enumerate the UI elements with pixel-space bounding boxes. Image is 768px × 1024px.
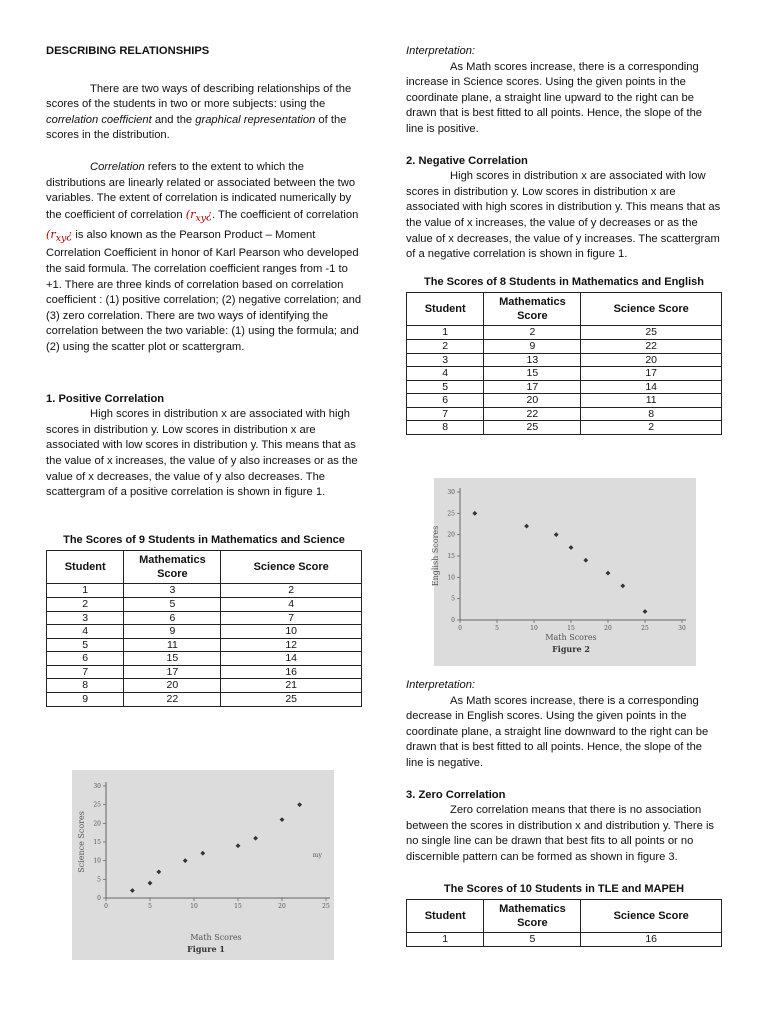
- table3-row: [407, 933, 722, 947]
- data-point: [236, 843, 241, 848]
- table1-cell: 9: [124, 625, 221, 639]
- table1-header-science: Science Score: [221, 551, 362, 584]
- table1-row: [47, 665, 362, 679]
- table2-cell: 20: [581, 353, 722, 367]
- x-tick-label: 10: [530, 625, 538, 632]
- table2-cell: 17: [581, 367, 722, 381]
- table1-cell: 14: [221, 652, 362, 666]
- table3-body: [407, 933, 722, 947]
- intro-paragraph: There are two ways of describing relationships of the scores of the students in two or more subjects: using the correlation coefficient and the graphical representation of the scores in the distribution.: [46, 82, 352, 142]
- positive-correlation-heading: 1. Positive Correlation: [46, 392, 165, 405]
- table2: [406, 292, 722, 435]
- y-tick-label: 20: [447, 531, 455, 539]
- table2-row: [407, 407, 722, 421]
- table1-cell: 4: [47, 625, 124, 639]
- x-tick-label: 20: [604, 625, 612, 632]
- data-point: [183, 858, 188, 863]
- table2-cell: 25: [581, 326, 722, 340]
- x-tick-label: 10: [190, 903, 198, 910]
- table2-cell: 7: [407, 407, 484, 421]
- table2-row: [407, 394, 722, 408]
- table1-cell: 3: [47, 611, 124, 625]
- figure-caption: Figure 2: [552, 644, 590, 654]
- figure2-scatterplot: [431, 478, 696, 666]
- x-tick-label: 20: [278, 903, 286, 910]
- table1-header-math: Mathematics Score: [124, 551, 221, 584]
- y-tick-label: 15: [93, 839, 101, 846]
- table1-cell: 6: [47, 652, 124, 666]
- table2-cell: 2: [484, 326, 581, 340]
- y-tick-label: 30: [93, 783, 101, 790]
- x-tick-label: 15: [234, 903, 242, 910]
- table2-cell: 22: [484, 407, 581, 421]
- table2-cell: 15: [484, 367, 581, 381]
- table3-header-science: Science Score: [581, 900, 722, 933]
- x-tick-label: 25: [322, 903, 330, 910]
- table2-caption: The Scores of 8 Students in Mathematics and English: [424, 275, 704, 288]
- figure2-photo: [431, 478, 696, 666]
- table1-row: [47, 625, 362, 639]
- table2-cell: 20: [484, 394, 581, 408]
- table2-cell: 8: [581, 407, 722, 421]
- table2-row: [407, 326, 722, 340]
- y-tick-label: 25: [93, 801, 101, 809]
- table1-cell: 11: [124, 638, 221, 652]
- x-axis-label: Math Scores: [545, 633, 597, 642]
- table1-row: [47, 652, 362, 666]
- table2-cell: 2: [407, 339, 484, 353]
- data-point: [280, 817, 285, 822]
- table2-row: [407, 421, 722, 435]
- table1-cell: 12: [221, 638, 362, 652]
- table2-header-science: Science Score: [581, 293, 722, 326]
- table2-cell: 5: [407, 380, 484, 394]
- table1-row: [47, 679, 362, 693]
- interpretation1-heading: Interpretation:: [406, 45, 476, 57]
- r-xy-symbol-2: ($r_{xy}¿$: [46, 227, 73, 244]
- table2-cell: 9: [484, 339, 581, 353]
- table1-cell: 2: [221, 584, 362, 598]
- table2-row: [407, 380, 722, 394]
- data-point: [472, 511, 477, 516]
- table1-cell: 1: [47, 584, 124, 598]
- figure-caption: Figure 1: [187, 944, 225, 954]
- y-tick-label: 5: [97, 876, 101, 884]
- data-point: [643, 609, 648, 614]
- table3-cell: 16: [581, 933, 722, 947]
- table1-cell: 22: [124, 693, 221, 707]
- table1-cell: 20: [124, 679, 221, 693]
- table3-cell: 1: [407, 933, 484, 947]
- table2-row: [407, 367, 722, 381]
- x-tick-label: 15: [567, 625, 575, 632]
- r-xy-symbol: ($r_{xy}¿$: [185, 207, 212, 224]
- table2-cell: 25: [484, 421, 581, 435]
- y-tick-label: 10: [93, 857, 101, 865]
- table2-cell: 14: [581, 380, 722, 394]
- table1-cell: 7: [221, 611, 362, 625]
- table1-cell: 5: [47, 638, 124, 652]
- y-tick-label: 30: [447, 489, 455, 496]
- table2-cell: 4: [407, 367, 484, 381]
- y-axis-label: English Scores: [431, 525, 440, 587]
- table1-cell: 5: [124, 597, 221, 611]
- table1-caption: The Scores of 9 Students in Mathematics and Science: [63, 533, 345, 546]
- y-tick-label: 10: [447, 574, 455, 582]
- table2-cell: 22: [581, 339, 722, 353]
- correlation-paragraph: Correlation refers to the extent to which the distributions are linearly related or associated between the two variables. The extent of correlation is indicated numerically by the coefficient of correlation ($r_{xy}¿$. The coefficient of correlation ($r_{xy}¿$ is also known as the Pearson Product – Moment Correlation Coefficient in honor of Karl Pearson who developed the said formula. The correlation coefficient ranges from -1 to +1. There are three kinds of correlation based on correlation coefficient : (1) positive correlation; (2) negative correlation; and (3) zero correlation. There are two ways of identifying the correlation between the two variable: (1) using the formula; and (2) using the scatter plot or scattergram.: [46, 160, 362, 353]
- table1-body: [47, 584, 362, 706]
- x-tick-label: 0: [458, 625, 462, 632]
- table2-header-student: Student: [407, 293, 484, 326]
- table2-cell: 13: [484, 353, 581, 367]
- table2-body: [407, 326, 722, 435]
- table1-cell: 15: [124, 652, 221, 666]
- interpretation2-body: As Math scores increase, there is a corresponding decrease in English scores. Using the given points in the coordinate plane, a straight line downward to the right can be drawn that is best fitted to all points. Hence, the slope of the line is negative.: [406, 694, 709, 769]
- negative-correlation-body: High scores in distribution x are associated with low scores in distribution y. Low scores in distribution x are associated with high scores in distribution y. This means that as the value of x increases, the value of y decreases or as the value of x decreases, the value of y increases. The scattergram of a negative correlation is shown in figure 1.: [406, 170, 721, 261]
- y-tick-label: 0: [97, 895, 101, 902]
- figure1-annotation: my: [312, 851, 322, 859]
- table1-row: [47, 638, 362, 652]
- x-axis-label: Math Scores: [190, 933, 242, 942]
- x-tick-label: 30: [678, 625, 686, 632]
- table2-cell: 17: [484, 380, 581, 394]
- table3: [406, 899, 722, 947]
- table3-caption: The Scores of 10 Students in TLE and MAPEH: [443, 882, 685, 895]
- figure1-scatterplot: [72, 770, 334, 960]
- table1: [46, 550, 362, 706]
- table2-cell: 8: [407, 421, 484, 435]
- data-point: [130, 888, 135, 893]
- y-axis-label: Science Scores: [77, 811, 86, 873]
- data-point: [554, 532, 559, 537]
- table1-row: [47, 611, 362, 625]
- table3-header-math: Mathematics Score: [484, 900, 581, 933]
- interpretation1-body: As Math scores increase, there is a corresponding increase in Science scores. Using the given points in the coordinate plane, a straight line upward to the right can be drawn that is best fitted to all points. Hence, the slope of the line is positive.: [406, 60, 703, 135]
- table2-row: [407, 339, 722, 353]
- table1-cell: 21: [221, 679, 362, 693]
- table1-header-student: Student: [47, 551, 124, 584]
- data-point: [200, 851, 205, 856]
- y-tick-label: 20: [93, 820, 101, 828]
- right-column: [406, 44, 722, 435]
- right-column-lower: [406, 678, 722, 947]
- table1-row: [47, 597, 362, 611]
- x-tick-label: 5: [495, 625, 499, 632]
- table1-cell: 16: [221, 665, 362, 679]
- data-point: [620, 583, 625, 588]
- data-point: [297, 802, 302, 807]
- figure1-photo: [72, 770, 334, 960]
- table1-cell: 17: [124, 665, 221, 679]
- positive-correlation-body: High scores in distribution x are associated with high scores in distribution y. Low scores in distribution x are associated with low scores in distribution y. This means that as the value of x increases, the value of y also increases or as the value of x decreases, the value of y also decreases. The scattergram of a positive correlation is shown in figure 1.: [46, 408, 358, 499]
- data-point: [148, 881, 153, 886]
- data-point: [606, 571, 611, 576]
- table1-cell: 2: [47, 597, 124, 611]
- data-point: [569, 545, 574, 550]
- table2-cell: 2: [581, 421, 722, 435]
- data-point: [253, 836, 258, 841]
- y-tick-label: 0: [451, 617, 455, 624]
- data-point: [583, 558, 588, 563]
- zero-correlation-heading: 3. Zero Correlation: [406, 788, 506, 801]
- table1-cell: 4: [221, 597, 362, 611]
- table1-row: [47, 584, 362, 598]
- table1-cell: 6: [124, 611, 221, 625]
- table1-cell: 7: [47, 665, 124, 679]
- document-title: DESCRIBING RELATIONSHIPS: [46, 45, 210, 57]
- table2-cell: 3: [407, 353, 484, 367]
- x-tick-label: 5: [148, 903, 152, 910]
- y-tick-label: 5: [451, 595, 455, 603]
- interpretation2-heading: Interpretation:: [406, 679, 476, 691]
- table1-cell: 10: [221, 625, 362, 639]
- table1-cell: 9: [47, 693, 124, 707]
- data-point: [156, 869, 161, 874]
- table1-cell: 3: [124, 584, 221, 598]
- table1-cell: 8: [47, 679, 124, 693]
- left-column: [46, 44, 362, 707]
- table1-cell: 25: [221, 693, 362, 707]
- x-tick-label: 25: [641, 625, 649, 632]
- table3-cell: 5: [484, 933, 581, 947]
- table2-header-math: Mathematics Score: [484, 293, 581, 326]
- zero-correlation-body: Zero correlation means that there is no association between the scores in distribution x and distribution y. There is no single line can be drawn that best fits to all points or no discernible pattern can be formed as shown in figure 3.: [406, 804, 715, 863]
- table3-header-student: Student: [407, 900, 484, 933]
- table1-row: [47, 693, 362, 707]
- y-tick-label: 15: [447, 553, 455, 560]
- y-tick-label: 25: [447, 510, 455, 518]
- x-tick-label: 0: [104, 903, 108, 910]
- data-point: [524, 524, 529, 529]
- table2-cell: 11: [581, 394, 722, 408]
- negative-correlation-heading: 2. Negative Correlation: [406, 154, 528, 167]
- table2-row: [407, 353, 722, 367]
- table2-cell: 6: [407, 394, 484, 408]
- table2-cell: 1: [407, 326, 484, 340]
